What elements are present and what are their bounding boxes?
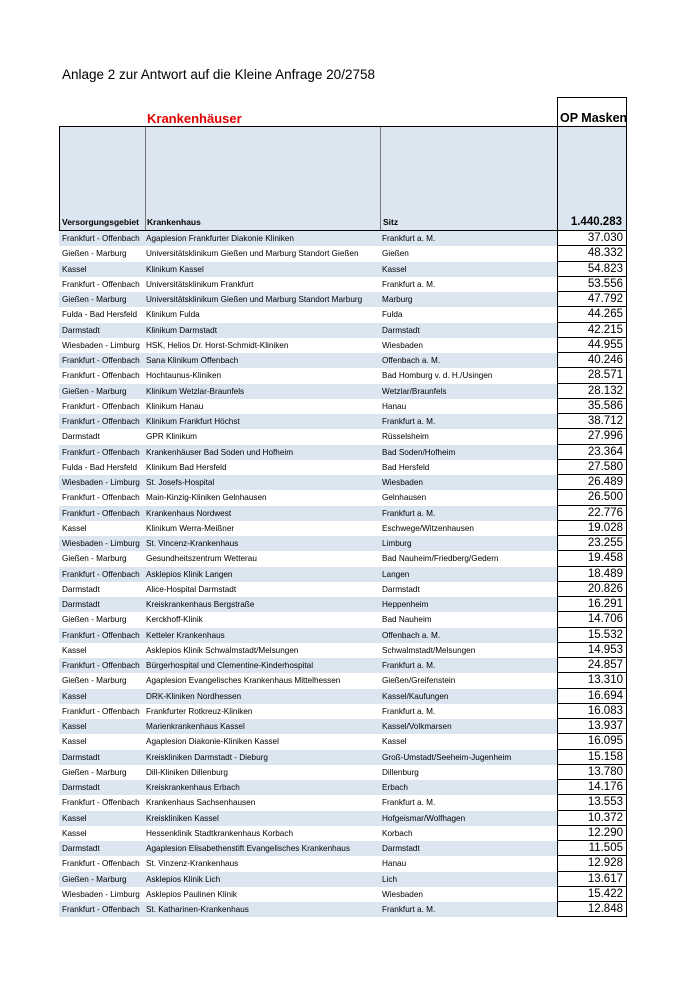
cell-op-masken: 15.532	[557, 628, 627, 643]
cell-op-masken: 18.489	[557, 567, 627, 582]
table-row	[59, 567, 627, 582]
cell-sitz: Frankfurt a. M.	[382, 279, 436, 289]
cell-op-masken: 26.489	[557, 475, 627, 490]
header-versorgungsgebiet: Versorgungsgebiet	[62, 217, 139, 227]
cell-krankenhaus: Universitätsklinikum Gießen und Marburg Standort Gießen	[146, 249, 359, 259]
cell-sitz: Frankfurt a. M.	[382, 508, 436, 518]
table-row	[59, 414, 627, 429]
cell-versorgungsgebiet: Frankfurt - Offenbach	[62, 356, 140, 365]
cell-op-masken: 47.792	[557, 292, 627, 307]
cell-sitz: Gießen/Greifenstein	[382, 676, 456, 686]
cell-krankenhaus: Gesundheitszentrum Wetterau	[146, 554, 257, 564]
table-row	[59, 597, 627, 612]
value-column-title: OP Masken	[560, 111, 628, 125]
cell-versorgungsgebiet: Frankfurt - Offenbach	[62, 401, 140, 411]
cell-krankenhaus: Agaplesion Diakonie-Kliniken Kassel	[146, 737, 279, 747]
cell-versorgungsgebiet: Frankfurt - Offenbach	[62, 447, 140, 457]
table-row	[59, 368, 627, 383]
cell-krankenhaus: Kerckhoff-Klinik	[146, 615, 203, 625]
cell-krankenhaus: Bürgerhospital und Clementine-Kinderhospital	[146, 661, 314, 670]
cell-sitz: Rüsselsheim	[382, 432, 429, 442]
cell-versorgungsgebiet: Kassel	[62, 828, 87, 838]
cell-op-masken: 42.215	[557, 323, 627, 338]
cell-krankenhaus: Klinikum Darmstadt	[146, 325, 217, 335]
cell-versorgungsgebiet: Kassel	[62, 523, 87, 533]
table-row	[59, 506, 627, 521]
table-row	[59, 826, 627, 841]
cell-sitz: Langen	[382, 569, 410, 579]
cell-op-masken: 12.290	[557, 826, 627, 841]
cell-op-masken: 27.580	[557, 460, 627, 475]
cell-op-masken: 28.132	[557, 384, 627, 399]
cell-krankenhaus: Kreiskliniken Darmstadt - Dieburg	[146, 752, 268, 762]
table-row	[59, 704, 627, 719]
table-row	[59, 536, 627, 551]
cell-sitz: Frankfurt a. M.	[382, 706, 436, 716]
cell-versorgungsgebiet: Kassel	[62, 691, 87, 701]
cell-krankenhaus: Asklepios Klinik Schwalmstadt/Melsungen	[146, 645, 299, 655]
table-row	[59, 231, 627, 246]
cell-sitz: Offenbach a. M.	[382, 356, 441, 365]
cell-krankenhaus: Agaplesion Evangelisches Krankenhaus Mittelhessen	[146, 676, 341, 686]
cell-sitz: Darmstadt	[382, 844, 420, 853]
cell-sitz: Gelnhausen	[382, 493, 427, 503]
table-row	[59, 246, 627, 261]
cell-krankenhaus: Agaplesion Frankfurter Diakonie Kliniken	[146, 234, 294, 243]
cell-versorgungsgebiet: Frankfurt - Offenbach	[62, 371, 140, 381]
cell-op-masken: 44.265	[557, 307, 627, 322]
cell-krankenhaus: Kreiskliniken Kassel	[146, 813, 219, 823]
cell-versorgungsgebiet: Darmstadt	[62, 584, 100, 594]
cell-versorgungsgebiet: Gießen - Marburg	[62, 767, 127, 777]
header-total: 1.440.283	[570, 216, 622, 228]
header-krankenhaus: Krankenhaus	[147, 217, 201, 227]
cell-versorgungsgebiet: Frankfurt - Offenbach	[62, 905, 140, 914]
cell-versorgungsgebiet: Darmstadt	[62, 600, 100, 609]
cell-krankenhaus: Klinikum Kassel	[146, 264, 204, 274]
cell-versorgungsgebiet: Fulda - Bad Hersfeld	[62, 462, 138, 472]
column-divider	[557, 127, 558, 230]
cell-krankenhaus: Sana Klinikum Offenbach	[146, 356, 239, 365]
cell-op-masken: 38.712	[557, 414, 627, 429]
cell-krankenhaus: Asklepios Paulinen Klinik	[146, 889, 238, 899]
cell-versorgungsgebiet: Darmstadt	[62, 432, 100, 442]
cell-sitz: Bad Nauheim/Friedberg/Gedern	[382, 554, 499, 564]
cell-versorgungsgebiet: Darmstadt	[62, 325, 100, 335]
cell-krankenhaus: Hochtaunus-Kliniken	[146, 371, 222, 381]
table-row	[59, 612, 627, 627]
cell-op-masken: 14.953	[557, 643, 627, 658]
table-body	[59, 231, 627, 917]
table-row	[59, 399, 627, 414]
cell-sitz: Offenbach a. M.	[382, 630, 441, 640]
document-title: Anlage 2 zur Antwort auf die Kleine Anfrage 20/2758	[62, 67, 375, 82]
cell-sitz: Darmstadt	[382, 584, 420, 594]
cell-krankenhaus: DRK-Kliniken Nordhessen	[146, 691, 242, 701]
cell-versorgungsgebiet: Gießen - Marburg	[62, 249, 127, 259]
cell-sitz: Schwalmstadt/Melsungen	[382, 645, 476, 655]
cell-op-masken: 23.255	[557, 536, 627, 551]
cell-sitz: Bad Nauheim	[382, 615, 432, 625]
cell-op-masken: 27.996	[557, 429, 627, 444]
cell-sitz: Dillenburg	[382, 767, 419, 777]
cell-krankenhaus: Kreiskrankenhaus Erbach	[146, 783, 240, 792]
cell-op-masken: 11.505	[557, 841, 627, 856]
cell-sitz: Marburg	[382, 295, 413, 304]
cell-op-masken: 14.706	[557, 612, 627, 627]
cell-op-masken: 14.176	[557, 780, 627, 795]
cell-sitz: Kassel	[382, 737, 407, 747]
cell-krankenhaus: Alice-Hospital Darmstadt	[146, 584, 237, 594]
cell-krankenhaus: Ketteler Krankenhaus	[146, 630, 225, 640]
cell-krankenhaus: St. Vinzenz-Krankenhaus	[146, 859, 239, 869]
cell-versorgungsgebiet: Frankfurt - Offenbach	[62, 798, 140, 808]
cell-sitz: Hanau	[382, 401, 407, 411]
column-divider	[145, 127, 146, 230]
table-row	[59, 475, 627, 490]
table-row	[59, 582, 627, 597]
cell-versorgungsgebiet: Kassel	[62, 264, 87, 274]
cell-op-masken: 40.246	[557, 353, 627, 368]
cell-op-masken: 20.826	[557, 582, 627, 597]
table-row	[59, 673, 627, 688]
cell-krankenhaus: Main-Kinzig-Kliniken Gelnhausen	[146, 493, 267, 503]
cell-op-masken: 15.158	[557, 750, 627, 765]
cell-krankenhaus: Klinikum Hanau	[146, 401, 204, 411]
cell-sitz: Kassel/Kaufungen	[382, 691, 449, 701]
cell-sitz: Hanau	[382, 859, 407, 869]
cell-versorgungsgebiet: Frankfurt - Offenbach	[62, 630, 140, 640]
cell-krankenhaus: Krankenhaus Nordwest	[146, 508, 232, 518]
cell-versorgungsgebiet: Darmstadt	[62, 844, 100, 853]
cell-sitz: Frankfurt a. M.	[382, 798, 436, 808]
cell-versorgungsgebiet: Frankfurt - Offenbach	[62, 706, 140, 716]
table-row	[59, 811, 627, 826]
cell-op-masken: 16.694	[557, 689, 627, 704]
cell-krankenhaus: Klinikum Frankfurt Höchst	[146, 417, 240, 426]
cell-krankenhaus: St. Josefs-Hospital	[146, 478, 215, 487]
cell-krankenhaus: Universitätsklinikum Gießen und Marburg Standort Marburg	[146, 295, 363, 304]
cell-krankenhaus: Krankenhaus Sachsenhausen	[146, 798, 256, 808]
table-header	[59, 126, 627, 231]
cell-krankenhaus: Marienkrankenhaus Kassel	[146, 722, 245, 731]
table-row	[59, 841, 627, 856]
table-row	[59, 307, 627, 322]
cell-krankenhaus: Klinikum Bad Hersfeld	[146, 462, 227, 472]
cell-krankenhaus: Asklepios Klinik Lich	[146, 874, 221, 884]
cell-sitz: Wetzlar/Braunfels	[382, 386, 447, 396]
cell-sitz: Wiesbaden	[382, 340, 423, 350]
cell-versorgungsgebiet: Darmstadt	[62, 783, 100, 792]
cell-op-masken: 16.291	[557, 597, 627, 612]
table-row	[59, 902, 627, 917]
cell-versorgungsgebiet: Frankfurt - Offenbach	[62, 569, 140, 579]
table-row	[59, 551, 627, 566]
cell-krankenhaus: Klinikum Fulda	[146, 310, 200, 320]
table-row	[59, 719, 627, 734]
column-divider	[380, 127, 381, 230]
cell-op-masken: 12.848	[557, 902, 627, 917]
cell-krankenhaus: Frankfurter Rotkreuz-Kliniken	[146, 706, 253, 716]
cell-krankenhaus: Dill-Kliniken Dillenburg	[146, 767, 228, 777]
cell-sitz: Bad Homburg v. d. H./Usingen	[382, 371, 493, 381]
table-row	[59, 429, 627, 444]
table-row	[59, 445, 627, 460]
cell-sitz: Bad Hersfeld	[382, 462, 430, 472]
cell-op-masken: 13.310	[557, 673, 627, 688]
cell-sitz: Kassel/Volkmarsen	[382, 722, 452, 731]
cell-versorgungsgebiet: Frankfurt - Offenbach	[62, 493, 140, 503]
cell-op-masken: 54.823	[557, 262, 627, 277]
cell-sitz: Groß-Umstadt/Seeheim-Jugenheim	[382, 752, 512, 762]
cell-sitz: Lich	[382, 874, 398, 884]
cell-sitz: Limburg	[382, 539, 412, 548]
cell-sitz: Frankfurt a. M.	[382, 661, 436, 670]
cell-op-masken: 13.553	[557, 795, 627, 810]
cell-krankenhaus: Asklepios Klinik Langen	[146, 569, 233, 579]
cell-sitz: Frankfurt a. M.	[382, 905, 436, 914]
cell-krankenhaus: Kreiskrankenhaus Bergstraße	[146, 600, 255, 609]
cell-op-masken: 24.857	[557, 658, 627, 673]
cell-krankenhaus: HSK, Helios Dr. Horst-Schmidt-Kliniken	[146, 340, 289, 350]
cell-krankenhaus: St. Vincenz-Krankenhaus	[146, 539, 239, 548]
cell-op-masken: 44.955	[557, 338, 627, 353]
cell-versorgungsgebiet: Wiesbaden - Limburg	[62, 340, 140, 350]
cell-sitz: Eschwege/Witzenhausen	[382, 523, 474, 533]
cell-sitz: Erbach	[382, 783, 408, 792]
cell-sitz: Fulda	[382, 310, 403, 320]
table-row	[59, 353, 627, 368]
cell-op-masken: 10.372	[557, 811, 627, 826]
cell-krankenhaus: Krankenhäuser Bad Soden und Hofheim	[146, 447, 294, 457]
cell-op-masken: 53.556	[557, 277, 627, 292]
cell-versorgungsgebiet: Wiesbaden - Limburg	[62, 889, 140, 899]
table-row	[59, 323, 627, 338]
table-row	[59, 734, 627, 749]
cell-op-masken: 19.458	[557, 551, 627, 566]
cell-versorgungsgebiet: Darmstadt	[62, 752, 100, 762]
cell-versorgungsgebiet: Gießen - Marburg	[62, 874, 127, 884]
cell-versorgungsgebiet: Wiesbaden - Limburg	[62, 478, 140, 487]
table-row	[59, 277, 627, 292]
cell-sitz: Bad Soden/Hofheim	[382, 447, 456, 457]
cell-sitz: Heppenheim	[382, 600, 429, 609]
table-row	[59, 643, 627, 658]
cell-versorgungsgebiet: Frankfurt - Offenbach	[62, 417, 140, 426]
cell-op-masken: 28.571	[557, 368, 627, 383]
cell-versorgungsgebiet: Gießen - Marburg	[62, 295, 127, 304]
cell-sitz: Wiesbaden	[382, 478, 423, 487]
table-row	[59, 872, 627, 887]
cell-op-masken: 48.332	[557, 246, 627, 261]
cell-versorgungsgebiet: Frankfurt - Offenbach	[62, 859, 140, 869]
cell-versorgungsgebiet: Frankfurt - Offenbach	[62, 508, 140, 518]
table-row	[59, 887, 627, 902]
table-row	[59, 460, 627, 475]
section-title: Krankenhäuser	[147, 111, 242, 126]
cell-krankenhaus: Agaplesion Elisabethenstift Evangelisches Krankenhaus	[146, 844, 350, 853]
cell-krankenhaus: GPR Klinikum	[146, 432, 197, 442]
cell-versorgungsgebiet: Fulda - Bad Hersfeld	[62, 310, 138, 320]
table-row	[59, 384, 627, 399]
table-row	[59, 338, 627, 353]
cell-krankenhaus: St. Katharinen-Krankenhaus	[146, 905, 249, 914]
cell-sitz: Frankfurt a. M.	[382, 234, 436, 243]
cell-op-masken: 13.617	[557, 872, 627, 887]
cell-krankenhaus: Hessenklinik Stadtkrankenhaus Korbach	[146, 828, 294, 838]
cell-op-masken: 22.776	[557, 506, 627, 521]
cell-op-masken: 37.030	[557, 231, 627, 246]
cell-versorgungsgebiet: Gießen - Marburg	[62, 615, 127, 625]
table-row	[59, 856, 627, 871]
cell-versorgungsgebiet: Kassel	[62, 813, 87, 823]
table-row	[59, 750, 627, 765]
cell-op-masken: 16.083	[557, 704, 627, 719]
table-row	[59, 689, 627, 704]
table-row	[59, 292, 627, 307]
cell-sitz: Wiesbaden	[382, 889, 423, 899]
header-sitz: Sitz	[383, 217, 399, 227]
cell-op-masken: 19.028	[557, 521, 627, 536]
cell-op-masken: 13.780	[557, 765, 627, 780]
table-row	[59, 795, 627, 810]
cell-versorgungsgebiet: Gießen - Marburg	[62, 554, 127, 564]
cell-krankenhaus: Klinikum Wetzlar-Braunfels	[146, 386, 245, 396]
cell-op-masken: 16.095	[557, 734, 627, 749]
cell-versorgungsgebiet: Gießen - Marburg	[62, 676, 127, 686]
cell-krankenhaus: Klinikum Werra-Meißner	[146, 523, 235, 533]
cell-op-masken: 23.364	[557, 445, 627, 460]
cell-versorgungsgebiet: Wiesbaden - Limburg	[62, 539, 140, 548]
cell-krankenhaus: Universitätsklinikum Frankfurt	[146, 279, 254, 289]
cell-sitz: Hofgeismar/Wolfhagen	[382, 813, 466, 823]
cell-versorgungsgebiet: Frankfurt - Offenbach	[62, 661, 140, 670]
cell-sitz: Gießen	[382, 249, 409, 259]
table-row	[59, 780, 627, 795]
cell-op-masken: 35.586	[557, 399, 627, 414]
cell-sitz: Korbach	[382, 828, 413, 838]
cell-versorgungsgebiet: Kassel	[62, 645, 87, 655]
cell-versorgungsgebiet: Gießen - Marburg	[62, 386, 127, 396]
cell-sitz: Darmstadt	[382, 325, 420, 335]
table-row	[59, 628, 627, 643]
cell-versorgungsgebiet: Frankfurt - Offenbach	[62, 279, 140, 289]
cell-versorgungsgebiet: Kassel	[62, 737, 87, 747]
table-row	[59, 262, 627, 277]
cell-sitz: Frankfurt a. M.	[382, 417, 436, 426]
cell-op-masken: 12.928	[557, 856, 627, 871]
cell-versorgungsgebiet: Frankfurt - Offenbach	[62, 234, 140, 243]
table-row	[59, 521, 627, 536]
cell-op-masken: 15.422	[557, 887, 627, 902]
table-row	[59, 658, 627, 673]
table-row	[59, 490, 627, 505]
cell-versorgungsgebiet: Kassel	[62, 722, 87, 731]
table-row	[59, 765, 627, 780]
cell-op-masken: 26.500	[557, 490, 627, 505]
cell-op-masken: 13.937	[557, 719, 627, 734]
cell-sitz: Kassel	[382, 264, 407, 274]
